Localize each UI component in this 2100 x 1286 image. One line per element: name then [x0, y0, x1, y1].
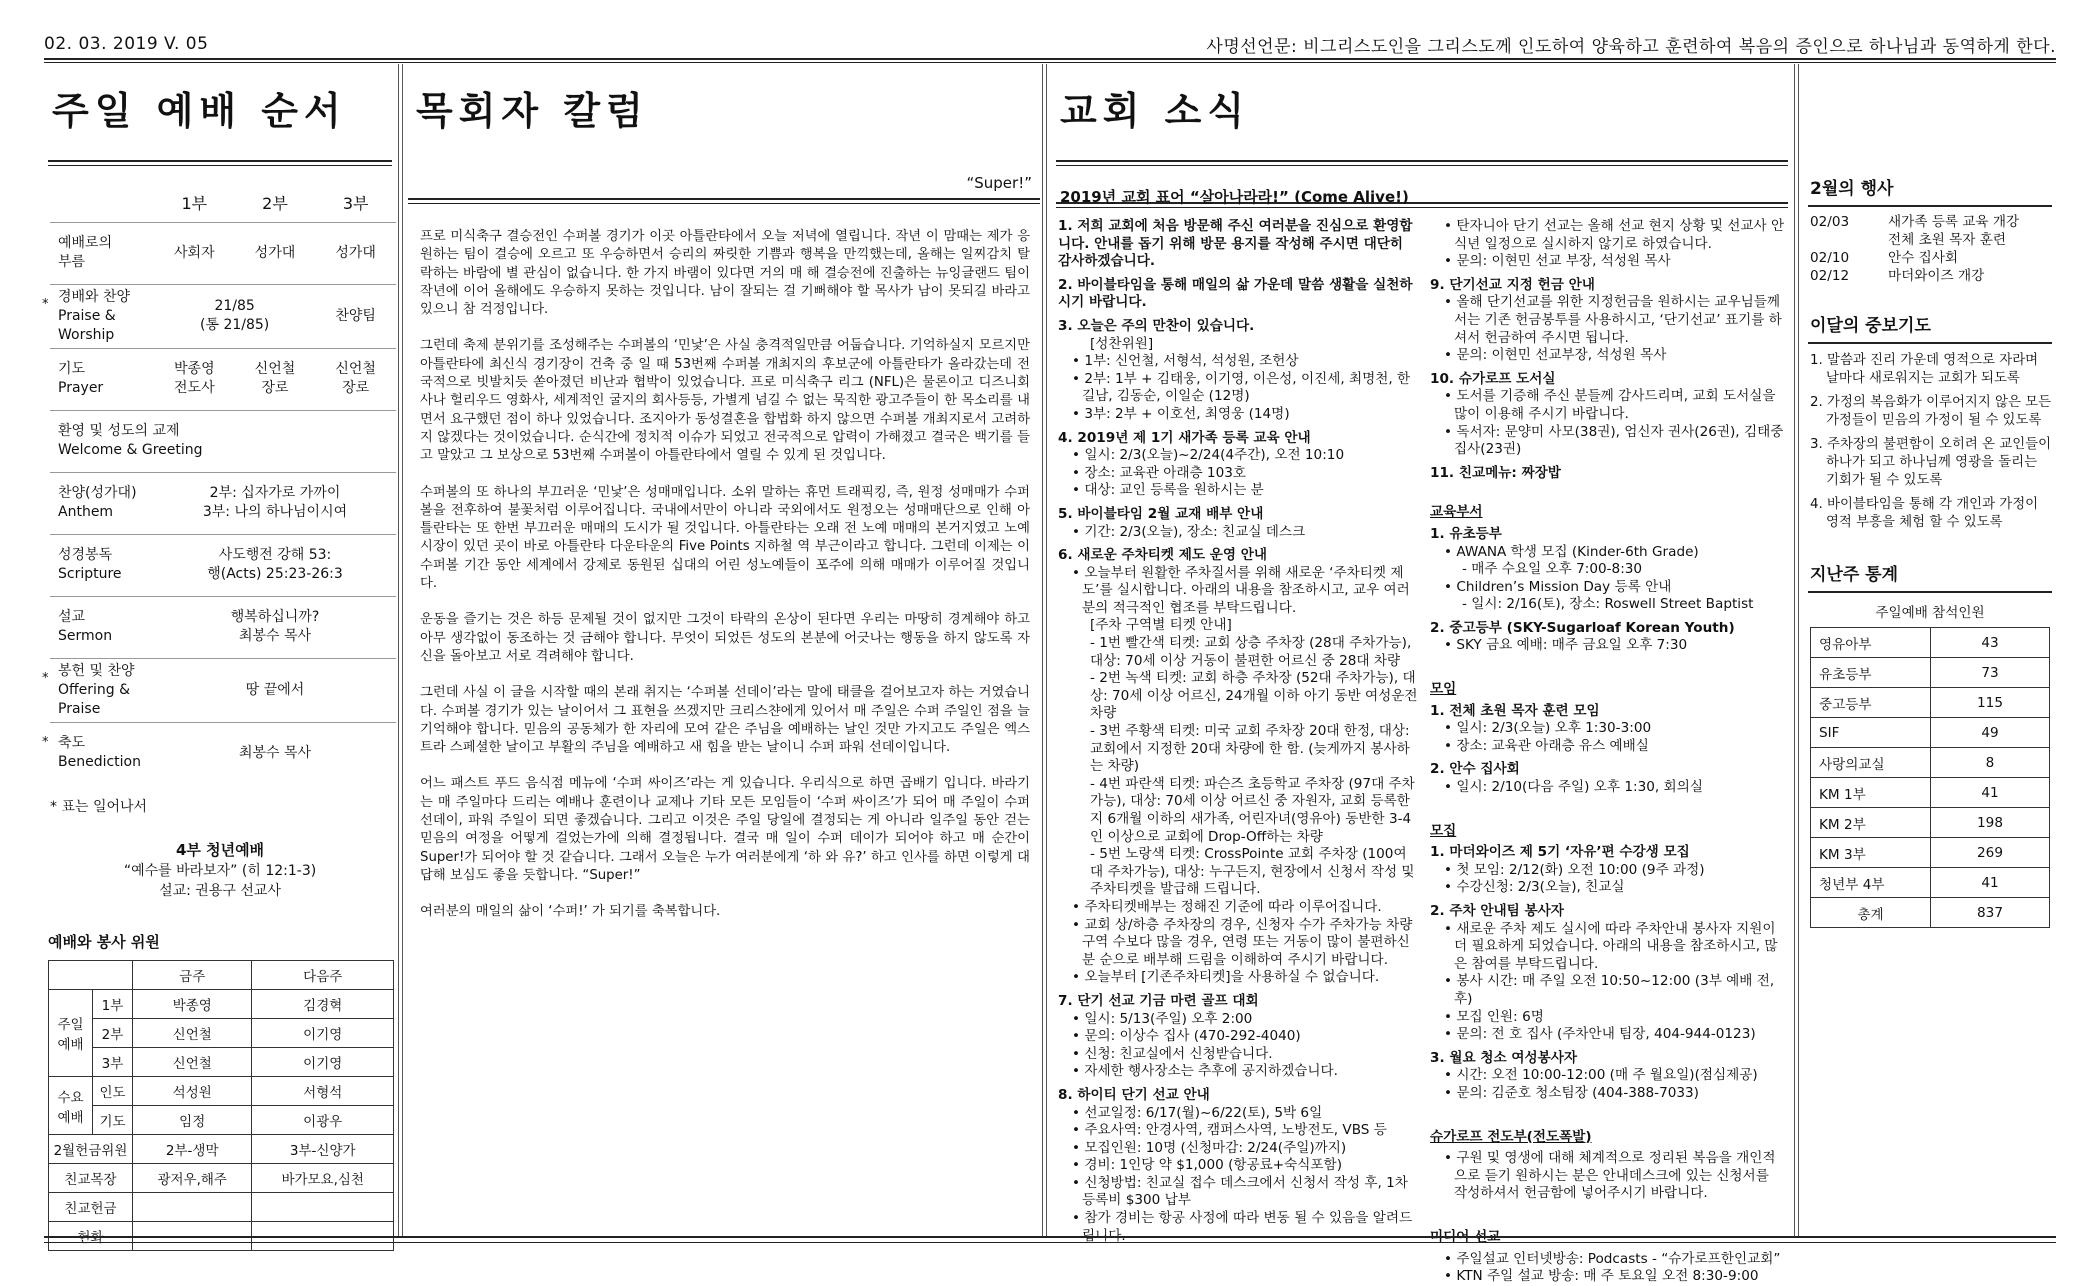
stats-row: [1811, 718, 2050, 748]
service-role: 인도: [93, 1077, 133, 1106]
worship-item-name: [50, 472, 154, 534]
news-item-title: 2. 바이블타임을 통해 매일의 삶 가운데 말씀 생활을 실천하시기 바랍니다.: [1058, 276, 1413, 311]
news-item-title: 3. 오늘은 주의 만찬이 있습니다.: [1058, 317, 1255, 334]
news-item: [1058, 993, 1418, 1081]
stats-row: [1811, 838, 2050, 868]
service-col-head: 다음주: [252, 961, 394, 990]
worship-item-label: 성경봉독 Scripture: [58, 547, 122, 582]
header-rule-thin: [44, 62, 2056, 63]
title-rule-thin: [48, 165, 392, 166]
title-rule: [48, 160, 392, 162]
news-item-title: 9. 단기선교 지정 헌금 안내: [1430, 276, 1595, 293]
worship-row: [50, 222, 396, 284]
stats-value: 43: [1931, 628, 2050, 658]
service-role: 2월헌금위원: [49, 1135, 133, 1164]
column-divider: [398, 64, 403, 1236]
worship-row: [50, 534, 396, 596]
service-col-head: 금주: [133, 961, 252, 990]
worship-row: [50, 348, 396, 410]
stats-row: [1811, 808, 2050, 838]
news-item-line: • 주일설교 인터넷방송: Podcasts - “슈가로프한인교회”: [1444, 1250, 1781, 1267]
church-news-column: [1052, 64, 1792, 1285]
news-item-line: [성찬위원]: [1090, 335, 1154, 352]
service-role: 2부: [93, 1019, 133, 1048]
worship-item-label: 축도 Benediction: [58, 735, 141, 771]
pastor-column: [408, 64, 1040, 1234]
stats-value: 115: [1931, 688, 2050, 718]
pastor-column-title: 목회자 칼럼: [416, 89, 649, 133]
news-item-line: • 오늘부터 [기존주차티켓]을 사용하실 수 없습니다.: [1072, 969, 1380, 986]
stats-row: [1811, 868, 2050, 898]
news-item: [1058, 1087, 1418, 1245]
standing-marker: *: [42, 296, 49, 312]
stats-label: SIF: [1811, 718, 1931, 748]
news-item-title: 4. 2019년 제 1기 새가족 등록 교육 안내: [1058, 429, 1311, 446]
news-item-line: • 선교일정: 6/17(월)~6/22(토), 5박 6일: [1072, 1104, 1323, 1121]
news-item: [1058, 547, 1418, 987]
footer-rule: [44, 1236, 2056, 1238]
news-item-line: • 새로운 주차 제도 실시에 따라 주차안내 봉사자 지원이 더 필요하게 되었습니다. 아래의 내용을 참조하시고, 많은 참여를 부탁드립니다.: [1444, 920, 1778, 972]
news-item-line: • 독서자: 문양미 사모(38권), 엄신자 권사(26권), 김태중 집사(23권): [1444, 423, 1784, 458]
worship-item-value: 땅 끝에서: [245, 681, 305, 698]
worship-row: [50, 722, 396, 784]
worship-item-name: [42, 284, 154, 348]
service-role: 3부: [93, 1048, 133, 1077]
service-person: 바가모요,심천: [252, 1164, 394, 1193]
news-section-heading: 교육부서: [1430, 504, 1483, 521]
news-item-line: • 봉사 시간: 매 주일 오전 10:50~12:00 (3부 예배 전, 후): [1444, 973, 1775, 1007]
worship-item-name: [50, 410, 396, 472]
news-section-heading: 모집: [1430, 822, 1457, 839]
article-paragraph: 프로 미식축구 결승전인 수퍼볼 경기가 이곳 아틀란타에서 오늘 저녁에 열립니다. 작년 이 맘때는 제가 응원하는 팀이 결승에 오르고 또 우승하면서 승리의 짜릿한 기쁨과 행복을 만끽했는데, 올해는 일찌감치 탈락하는 바람에 별 관심이 없습니다. 한 가지 바램이 있다면 거의 매 해 결승전에 진출하는 뉴잉글랜드 팀이 작년에 이어 올해에도 우승하지 못하는 것입니다. 남이 잘되는 걸 기뻐해야 할 목사가 남이 못되길 바라고 있으니 참 걱정입니다.: [420, 229, 1030, 318]
news-item-line: • 신청방법: 친교실 접수 데스크에서 신청서 작성 후, 1차 등록비 $300 납부: [1072, 1174, 1408, 1209]
news-item-line: • 일시: 2/10(다음 주일) 오후 1:30, 회의실: [1444, 779, 1703, 796]
news-item: [1430, 761, 1786, 796]
youth-service-title: 4부 청년예배: [175, 841, 265, 859]
events-heading: 2월의 행사: [1810, 179, 1894, 199]
news-item: [1430, 277, 1786, 365]
stats-label: 중고등부: [1811, 688, 1931, 718]
stats-value: 41: [1931, 868, 2050, 898]
service-role: 친교헌금: [49, 1193, 133, 1222]
stats-value: 837: [1931, 898, 2050, 928]
youth-service: [44, 840, 396, 901]
worship-item-value: 성가대: [254, 244, 296, 261]
news-item-title: 11. 친교메뉴: 짜장밥: [1430, 464, 1561, 481]
article-paragraph: 수퍼볼의 또 하나의 부끄러운 ‘민낯’은 성매매입니다. 소위 말하는 휴먼 트래픽킹, 즉, 원정 성매매가 수퍼볼을 전후하여 불꽃처럼 이루어집니다. 국내에서만이 아니라 국외에서도 원정오는 성매매단으로 인해 아틀란타는 또 한번 부끄러운 매매의 도시가 될 것입니다. 아틀란타는 오래 전 노예 매매의 본거지였고 노예시장이 있던 곳이 바로 아틀란타 다운타운의 Five Points 지하철 역 부근이라고 합니다. 그런데 이제는 이 수퍼볼 기간 동안 세계에서 강제로 동원된 십대의 어린 성노예들이 포주에 의해 매매가 이루어질 것입니다.: [420, 484, 1030, 592]
news-section-heading: 모임: [1430, 681, 1457, 698]
worship-item-value: 찬양팀: [335, 307, 376, 324]
service-row: [49, 1048, 394, 1077]
footer-rule-thin: [44, 1242, 2056, 1243]
stats-label: KM 2부: [1811, 808, 1931, 838]
news-item-line: • 모집 인원: 6명: [1444, 1008, 1544, 1025]
news-item-line: • 대상: 교인 등록을 원하시는 분: [1072, 482, 1264, 499]
worship-item-value: 신언철 장로: [254, 361, 296, 396]
column-divider: [1042, 64, 1047, 1236]
youth-service-text: “예수를 바라보자” (히 12:1-3): [123, 863, 317, 879]
news-item-line: • 주차티켓배부는 정해진 기준에 따라 이루어집니다.: [1072, 898, 1382, 915]
news-item: [1430, 218, 1786, 271]
worship-row: [50, 658, 396, 722]
news-item-line: • 장소: 교육관 아래층 103호: [1072, 464, 1247, 481]
service-person: 박종영: [133, 990, 252, 1019]
stats-label: 유초등부: [1811, 658, 1931, 688]
news-right-column: [1430, 218, 1786, 1286]
prayer-list: [1804, 352, 2056, 532]
mission-statement: 사명선언문: 비그리스도인을 그리스도께 인도하여 양육하고 훈련하여 복음의 증인으로 하나님과 동역하게 한다.: [1206, 36, 2056, 57]
church-motto: 2019년 교회 표어 “살아나라라!” (Come Alive!): [1060, 188, 1409, 206]
news-item: [1430, 371, 1786, 459]
worship-item-name: [42, 722, 154, 784]
article-paragraph: 어느 패스트 푸드 음식점 메뉴에 ‘수퍼 싸이즈’라는 게 있습니다. 우리식으로 하면 곱배기 입니다. 바라기는 매 주일마다 드리는 예배나 훈련이나 교제나 기타 모든 모임들이 ‘수퍼 싸이즈’가 되어 매 주일이 수퍼 선데이, 파워 주일이 되면 좋겠습니다. 그리고 이것은 주일 당일에 결정되는 게 아니라 일주일 동안 걷는 믿음의 여정을 어떻게 걸었는가에 의해 결정됩니다. 결국 매 일이 수퍼 데이가 되어야 하고 매 순간이 Super!가 되어야 할 것 같습니다. 그래서 오늘은 누가 여러분에게 ‘하 와 유?’ 하고 인사를 하면 이렇게 대답해 보심도 좋을 듯합니다. “Super!”: [420, 776, 1030, 883]
news-item: [1430, 620, 1786, 655]
worship-item-value: 21/85 (통 21/85): [200, 298, 270, 333]
news-item-line: • 기간: 2/3(오늘), 장소: 친교실 데스크: [1072, 523, 1306, 540]
news-item-title: 1. 전체 초원 목자 훈련 모임: [1430, 702, 1600, 719]
news-item-title: 6. 새로운 주차티켓 제도 운영 안내: [1058, 547, 1267, 564]
news-item-line: • 시간: 오전 10:00-12:00 (매 주 월요일)(점심제공): [1444, 1067, 1758, 1084]
event-date: 02/12: [1810, 268, 1850, 284]
news-item: [1430, 903, 1786, 1044]
news-item-line: • 문의: 이현민 선교 부장, 석성원 목사: [1444, 253, 1671, 270]
worship-item-label: 봉헌 및 찬양 Offering & Praise: [58, 662, 135, 717]
service-row: [49, 1106, 394, 1135]
service-row: [49, 1077, 394, 1106]
service-person: 광저우,해주: [133, 1164, 252, 1193]
stats-label: KM 3부: [1811, 838, 1931, 868]
worship-col-head: 3부: [342, 194, 369, 214]
service-row: [49, 1019, 394, 1048]
service-person: 이기영: [252, 1019, 394, 1048]
worship-item-value: 행복하십니까? 최봉수 목사: [230, 609, 320, 644]
worship-item-label: 찬양(성가대) Anthem: [58, 485, 137, 520]
stats-value: 73: [1931, 658, 2050, 688]
news-item-title: 2. 안수 집사회: [1430, 761, 1520, 778]
news-item-line: • 모집인원: 10명 (신청마감: 2/24(주일)까지): [1072, 1139, 1347, 1156]
service-header-blank: [49, 961, 133, 990]
worship-item-value: 신언철 장로: [335, 361, 376, 396]
news-item-line: • 첫 모임: 2/12(화) 오전 10:00 (9주 과정): [1444, 861, 1705, 878]
service-row: [49, 1164, 394, 1193]
worship-item-value: 사회자: [174, 244, 215, 261]
worship-item-value: 2부: 십자가로 가까이 3부: 나의 하나님이시여: [202, 485, 348, 520]
worship-header-blank: [50, 186, 154, 222]
stats-row: [1811, 628, 2050, 658]
stats-row: [1811, 688, 2050, 718]
news-item-line: • 도서를 기증해 주신 분들께 감사드리며, 교회 도서실을 많이 이용해 주시기 바랍니다.: [1444, 388, 1776, 422]
news-item: [1058, 318, 1418, 424]
news-item: [1430, 465, 1786, 483]
stats-subheading: 주일예배 참석인원: [1875, 605, 1985, 621]
worship-col-head: 1부: [181, 194, 208, 214]
worship-item-label: 예배로의 부름: [58, 235, 113, 270]
stats-heading: 지난주 통계: [1810, 565, 1899, 585]
worship-item-name: [42, 658, 154, 722]
prayer-item: 1. 말씀과 진리 가운데 영적으로 자라며 날마다 새로워지는 교회가 되도록: [1810, 353, 2039, 386]
worship-item-value: 사도행전 강해 53: 행(Acts) 25:23-26:3: [207, 547, 343, 582]
worship-item-name: [50, 222, 154, 284]
news-item-title: 3. 월요 청소 여성봉사자: [1430, 1049, 1578, 1066]
article-paragraph: 그런데 사실 이 글을 시작할 때의 본래 취지는 ‘수퍼볼 선데이’라는 말에 태클을 걸어보고자 하는 거였습니다. 수퍼볼 경기가 있는 날이어서 그 표현을 쓰겠지만 크리스챤에게 있어서 매 주일은 수퍼 주일인 점을 늘 기억해야 합니다. 믿음의 공동체가 한 자리에 모여 같은 주님을 예배하는 날인 것만 가지고도 주일은 엑스트라 스페셜한 날이고 부활의 주님을 예배하고 새 힘을 받는 날이니 수퍼 파워 선데이입니다.: [420, 685, 1030, 756]
title-rule: [1056, 160, 1788, 162]
events-list: [1804, 213, 2056, 285]
news-item-line: • 1부: 신언철, 서형석, 석성원, 조헌상: [1072, 353, 1299, 370]
service-person: 신언철: [133, 1019, 252, 1048]
stats-value: 8: [1931, 748, 2050, 778]
worship-row: [50, 410, 396, 472]
worship-item-label: 기도 Prayer: [58, 361, 104, 396]
stats-value: 41: [1931, 778, 2050, 808]
news-item-title: 2. 주차 안내팀 봉사자: [1430, 903, 1564, 919]
news-item-line: - 3번 주황색 티켓: 미국 교회 주차장 20대 한정, 대상: 교회에서 지정한 20대 차량에 한 함. (늦게까지 봉사하는 차량): [1090, 723, 1410, 775]
news-item-line: • 자세한 행사장소는 추후에 공지하겠습니다.: [1072, 1063, 1338, 1080]
news-item-title: 10. 슈가로프 도서실: [1430, 370, 1556, 387]
stats-rule: [1808, 591, 2052, 593]
service-role: 친교목장: [49, 1164, 133, 1193]
news-section-heading: 미디어 선교: [1430, 1228, 1501, 1245]
prayer-rule: [1808, 342, 2052, 344]
stats-row: [1811, 748, 2050, 778]
service-person: 신언철: [133, 1048, 252, 1077]
news-left-column: [1058, 218, 1430, 1286]
worship-order-title: 주일 예배 순서: [52, 89, 347, 133]
news-item-line: • SKY 금요 예배: 매주 금요일 오후 7:30: [1444, 637, 1688, 654]
news-item-title: 7. 단기 선교 기금 마련 골프 대회: [1058, 992, 1259, 1009]
worship-item-label: 설교 Sermon: [58, 609, 113, 644]
news-item: [1430, 526, 1786, 614]
worship-row: [50, 596, 396, 658]
standing-note: * 표는 일어나서: [50, 799, 148, 815]
pastor-article: [408, 204, 1040, 922]
service-person: [252, 1193, 394, 1222]
news-item-title: 2. 중고등부 (SKY-Sugarloaf Korean Youth): [1430, 619, 1735, 636]
news-item-line: - 매주 수요일 오후 7:00-8:30: [1462, 561, 1643, 578]
service-person: 이기영: [252, 1048, 394, 1077]
article-paragraph: 그런데 축제 분위기를 조성해주는 수퍼볼의 ‘민낯’은 사실 충격적일만큼 어둡습니다. 기억하실지 모르지만 아틀란타에 최신식 경기장이 건축 중 일 때 53번째 수퍼볼 개최지의 후보군에 아틀란타가 올라갔는데 전국적으로 빗발치듯 쏟아졌던 비난과 협박이 있었습니다. 프로 미식축구 리그 (NFL)은 물론이고 디즈니회사나 헐리우드 영화사, 세계적인 굴지의 회사등등, 가별게 넘길 수 없는 묵직한 광고주들이 한 목소리를 내면서 요구했던 점이 하나 있었습니다. 조지아가 동성결혼을 합법화 하지 않으면 수퍼볼 개최지로서 고려하지 않겠다는 것이었습니다. 순식간에 정치적 이슈가 되었고 전국적으로 압력이 가해졌고 결국은 백기를 들고 말았고 그 보상으로 53번째 수퍼볼이 아틀란타에서 열릴 수 있게 된 것입니다.: [420, 338, 1030, 464]
news-item-title: 8. 하이티 단기 선교 안내: [1058, 1086, 1210, 1103]
stats-label: 영유아부: [1811, 628, 1931, 658]
prayer-item: 4. 바이블타임을 통해 각 개인과 가정이 영적 부흥을 체험 할 수 있도록: [1810, 497, 2039, 530]
service-person: 3부-신양가: [252, 1135, 394, 1164]
worship-item-name: [50, 534, 154, 596]
service-committee-table: [48, 960, 394, 1251]
news-item-line: • 장소: 교육관 아래층 유스 예배실: [1444, 737, 1649, 754]
worship-col-head: 2부: [262, 194, 288, 214]
column-divider: [1794, 64, 1799, 1236]
news-item-line: • 수강신청: 2/3(오늘), 친교실: [1444, 879, 1625, 896]
standing-marker: *: [42, 734, 49, 750]
worship-row: [50, 472, 396, 534]
news-body: [1052, 208, 1792, 1286]
prayer-heading: 이달의 중보기도: [1810, 316, 1931, 336]
event-date: 02/03: [1810, 214, 1850, 230]
service-person: 이광우: [252, 1106, 394, 1135]
service-person: 서형석: [252, 1077, 394, 1106]
worship-item-value: 성가대: [335, 244, 376, 261]
stats-value: 269: [1931, 838, 2050, 868]
service-role: 헌화: [49, 1222, 133, 1251]
standing-marker: *: [42, 670, 49, 686]
news-item-line: - 5번 노랑색 티켓: CrossPointe 교회 주차장 (100여대 주차가능), 대상: 누구든지, 현장에서 신청서 작성 및 주차티켓을 발급해 드립니다.: [1090, 846, 1415, 898]
news-item: [1058, 277, 1418, 312]
event-row: [1804, 249, 2056, 267]
news-item-title: 1. 마더와이즈 제 5기 ‘자유’편 수강생 모집: [1430, 844, 1690, 861]
news-item-line: • 일시: 2/3(오늘) 오후 1:30-3:00: [1444, 720, 1652, 737]
news-item-line: • 문의: 김준호 청소팀장 (404-388-7033): [1444, 1084, 1699, 1101]
news-item-line: • KTN 주일 설교 방송: 매 주 토요일 오전 8:30-9:00: [1444, 1268, 1759, 1285]
stats-row: [1811, 778, 2050, 808]
news-item-title: 5. 바이블타임 2월 교재 배부 안내: [1058, 505, 1264, 522]
news-item-line: - 4번 파란색 티켓: 파슨즈 초등학교 주차장 (97대 주차가능), 대상: 70세 이상 어르신 중 자원자, 교회 등록한 지 6개월 이하의 새가족, 어린자녀(영유아) 동반한 3-4인 이상으로 교회에 Drop-Off하는 차량: [1090, 775, 1415, 845]
worship-row: [50, 284, 396, 348]
news-item: [1058, 430, 1418, 500]
stats-label: 청년부 4부: [1811, 868, 1931, 898]
news-item: [1430, 1050, 1786, 1103]
event-row: [1804, 267, 2056, 285]
worship-item-value: 최봉수 목사: [238, 744, 312, 761]
church-news-title: 교회 소식: [1060, 89, 1251, 133]
pastor-column-subtitle: “Super!”: [966, 174, 1032, 192]
news-item-line: - 1번 빨간색 티켓: 교회 상층 주차장 (28대 주차가능), 대상: 70세 이상 거동이 불편한 어르신 중 28대 차량: [1090, 635, 1412, 669]
header-rule: [44, 58, 2056, 60]
stats-label: 총계: [1811, 898, 1931, 928]
prayer-item: 2. 가정의 복음화가 이루어지지 않은 모든 가정들이 믿음의 가정이 될 수 있도록: [1810, 395, 2052, 428]
news-item-line: - 일시: 2/16(토), 장소: Roswell Street Baptist: [1462, 596, 1754, 613]
stats-value: 49: [1931, 718, 2050, 748]
worship-order-column: [42, 64, 396, 1246]
service-role: 1부: [93, 990, 133, 1019]
service-person: 석성원: [133, 1077, 252, 1106]
news-item-line: • 신청: 친교실에서 신청받습니다.: [1072, 1045, 1273, 1062]
news-item-line: • 올해 단기선교를 위한 지정헌금을 원하시는 교우님들께서는 기존 헌금봉투를 사용하시고, ‘단기선교’ 표기를 하셔서 헌금하여 주시면 됩니다.: [1444, 294, 1782, 346]
worship-item-value: 박종영 전도사: [174, 361, 215, 396]
service-committee-heading: 예배와 봉사 위원: [48, 933, 160, 951]
service-person: [133, 1193, 252, 1222]
service-group-label: 주일 예배: [49, 990, 93, 1077]
news-item-line: • 일시: 5/13(주일) 오후 2:00: [1072, 1010, 1253, 1027]
news-item-line: • 참가 경비는 항공 사정에 따라 변동 될 수 있음을 알려드립니다.: [1072, 1210, 1413, 1244]
title-rule: [408, 198, 1040, 200]
events-rule: [1808, 205, 2052, 207]
news-item-line: • 교회 상/하층 주차장의 경우, 신청자 수가 주차가능 차량구역 수보다 많을 경우, 연령 또는 거동이 많이 불편하신 분 순으로 배부해 드림을 이해하여 주시기 바랍니다.: [1072, 916, 1413, 968]
news-item: [1058, 218, 1418, 271]
article-paragraph: 운동을 즐기는 것은 하등 문제될 것이 없지만 그것이 타락의 온상이 된다면 우리는 마땅히 경계해야 하고 아무 생각없이 동조하는 것 금해야 합니다. 무엇이 되었든 성도의 본분에 어긋나는 행동을 하지 않도록 자신을 돌아보고 서로 격려해야 합니다.: [420, 612, 1030, 664]
news-item-line: • 오늘부터 원활한 주차질서를 위해 새로운 ‘주차티켓 제도’를 실시합니다. 아래의 내용을 참조하시고, 교우 여러분의 적극적인 협조를 부탁드립니다.: [1072, 564, 1410, 616]
worship-item-name: [50, 348, 154, 410]
stats-label: 사랑의교실: [1811, 748, 1931, 778]
stats-row: [1811, 658, 2050, 688]
news-item-line: • 주요사역: 안경사역, 캠퍼스사역, 노방전도, VBS 등: [1072, 1122, 1387, 1139]
news-item: [1058, 506, 1418, 541]
service-role: 기도: [93, 1106, 133, 1135]
service-person: 김경혁: [252, 990, 394, 1019]
service-row: [49, 990, 394, 1019]
news-item-line: • AWANA 학생 모집 (Kinder-6th Grade): [1444, 543, 1699, 560]
article-paragraph: 여러분의 매일의 삶이 ‘수퍼!’ 가 되기를 축복합니다.: [420, 904, 721, 920]
news-item-line: - 2번 녹색 티켓: 교회 하층 주차장 (52대 주차가능), 대상: 70세 이상 어르신, 24개월 이하 아기 동반 여성운전 차량: [1090, 670, 1418, 722]
worship-item-label: 경배와 찬양 Praise & Worship: [58, 288, 131, 343]
prayer-item: 3. 주차장의 불편함이 오히려 온 교인들이 하나가 되고 하나님께 영광을 돌리는 기회가 될 수 있도록: [1810, 437, 2052, 488]
event-row: [1804, 213, 2056, 249]
stats-label: KM 1부: [1811, 778, 1931, 808]
stats-row: [1811, 898, 2050, 928]
news-item-line: • Children’s Mission Day 등록 안내: [1444, 578, 1672, 595]
event-date: 02/10: [1810, 250, 1850, 266]
issue-date: 02. 03. 2019 V. 05: [44, 34, 209, 54]
news-item-title: 1. 저희 교회에 처음 방문해 주신 여러분을 진심으로 환영합니다. 안내를 돕기 위해 방문 용지를 작성해 주시면 대단히 감사하겠습니다.: [1058, 218, 1413, 270]
news-item-line: • 2부: 1부 + 김태웅, 이기영, 이은성, 이진세, 최명천, 한길남, 김동순, 이일순 (12명): [1072, 370, 1411, 405]
service-row: [49, 1135, 394, 1164]
news-item: [1430, 844, 1786, 897]
worship-item-label: 환영 및 성도의 교제 Welcome & Greeting: [58, 423, 203, 458]
service-row: [49, 1193, 394, 1222]
event-text: 마더와이즈 개강: [1888, 268, 1985, 284]
service-group-label: 수요 예배: [49, 1077, 93, 1135]
event-text: 안수 집사회: [1888, 250, 1958, 266]
event-text: 새가족 등록 교육 개강 전체 초원 목자 훈련: [1888, 214, 2020, 248]
news-item-line: • 일시: 2/3(오늘)~2/24(4주간), 오전 10:10: [1072, 447, 1345, 464]
youth-service-preacher: 설교: 권용구 선교사: [159, 883, 281, 899]
news-item-line: • 문의: 전 호 집사 (주차안내 팀장, 404-944-0123): [1444, 1026, 1756, 1043]
news-item-line: • 문의: 이현민 선교부장, 석성원 목사: [1444, 347, 1667, 364]
stats-table: [1810, 627, 2050, 928]
worship-item-name: [50, 596, 154, 658]
service-person: 임정: [133, 1106, 252, 1135]
news-item-line: • 탄자니아 단기 선교는 올해 선교 현지 상황 및 선교사 안식년 일정으로 실시하지 않기로 하였습니다.: [1444, 218, 1785, 252]
service-person: 2부-생막: [133, 1135, 252, 1164]
news-item-line: • 구원 및 영생에 대해 체계적으로 정리된 복음을 개인적으로 듣기 원하시는 분은 안내데스크에 있는 신청서를 작성하셔서 헌금함에 넣어주시기 바랍니다.: [1444, 1150, 1776, 1202]
news-item-title: 1. 유초등부: [1430, 525, 1502, 542]
worship-order-table: [42, 186, 396, 784]
news-item-line: • 3부: 2부 + 이호선, 최영웅 (14명): [1072, 405, 1290, 422]
news-item-line: • 문의: 이상수 집사 (470-292-4040): [1072, 1028, 1301, 1045]
news-item: [1430, 703, 1786, 756]
stats-value: 198: [1931, 808, 2050, 838]
news-section-heading: 슈가로프 전도부(전도폭발): [1430, 1128, 1592, 1145]
news-item-line: • 경비: 1인당 약 $1,000 (항공료+숙식포함): [1072, 1157, 1342, 1174]
news-item-line: [주차 구역별 티켓 안내]: [1090, 617, 1232, 634]
sidebar-column: [1804, 64, 2056, 1234]
